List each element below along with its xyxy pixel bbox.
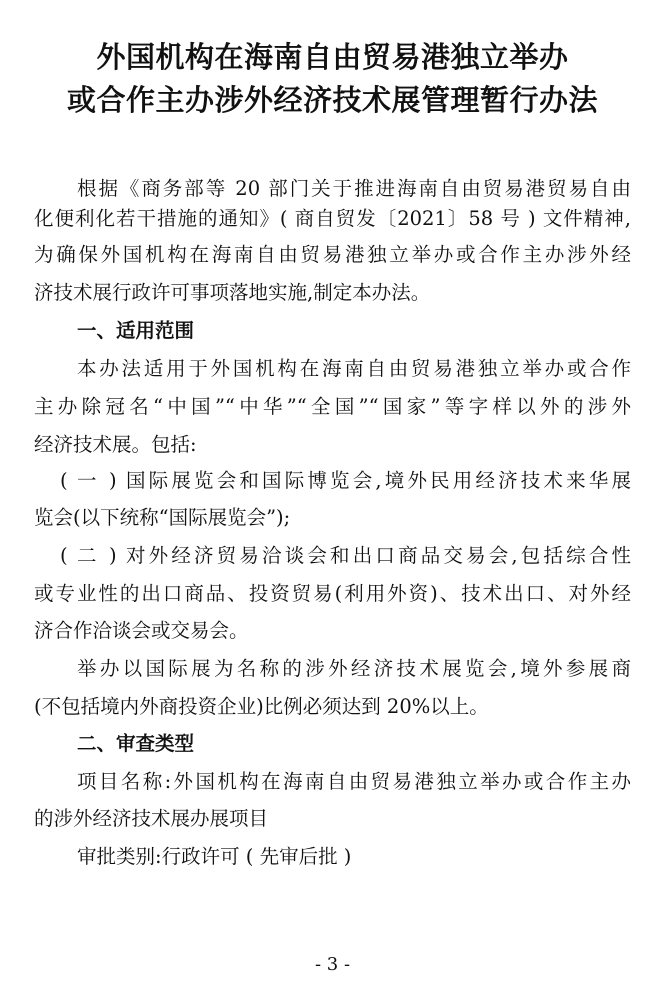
paragraph-line: 的涉外经济技术展办展项目 (34, 807, 269, 830)
paragraph-line: 项目名称:外国机构在海南自由贸易港独立举办或合作主办 (77, 770, 631, 793)
list-item-line: ( 二 ) 对外经济贸易洽谈会和出口商品交易会,包括综合性 (60, 544, 631, 567)
list-item-line: ( 一 ) 国际展览会和国际博览会,境外民用经济技术来华展 (60, 469, 631, 492)
list-item-line: 济合作洽谈会或交易会。 (34, 619, 249, 642)
title-line-1: 外国机构在海南自由贸易港独立举办 (96, 40, 569, 74)
paragraph-line: 本办法适用于外国机构在海南自由贸易港独立举办或合作 (77, 357, 631, 380)
section-heading-review-type: 二、审查类型 (77, 732, 195, 755)
paragraph-line: 举办以国际展为名称的涉外经济技术展览会,境外参展商 (77, 657, 631, 680)
paragraph-line: 主办除冠名“中国”“中华”“全国”“国家”等字样以外的涉外 (34, 395, 631, 418)
list-item-line: 或专业性的出口商品、投资贸易(利用外资)、技术出口、对外经 (34, 582, 631, 605)
title-line-2: 或合作主办涉外经济技术展管理暂行办法 (66, 83, 598, 117)
paragraph-line: 审批类别:行政许可 ( 先审后批 ) (77, 845, 352, 868)
page-number: - 3 - (314, 954, 351, 975)
paragraph-line: (不包括境内外商投资企业)比例必须达到 20%以上。 (34, 695, 489, 718)
paragraph-line: 济技术展行政许可事项落地实施,制定本办法。 (34, 281, 431, 304)
paragraph-line: 化便利化若干措施的通知》( 商自贸发〔2021〕58 号 ) 文件精神, (34, 207, 631, 230)
list-item-line: 览会(以下统称“国际展览会”); (34, 506, 291, 529)
paragraph-line: 根据《商务部等 20 部门关于推进海南自由贸易港贸易自由 (77, 177, 631, 200)
paragraph-line: 经济技术展。包括: (34, 433, 197, 456)
section-heading-scope: 一、适用范围 (77, 319, 195, 342)
paragraph-line: 为确保外国机构在海南自由贸易港独立举办或合作主办涉外经 (34, 243, 631, 266)
